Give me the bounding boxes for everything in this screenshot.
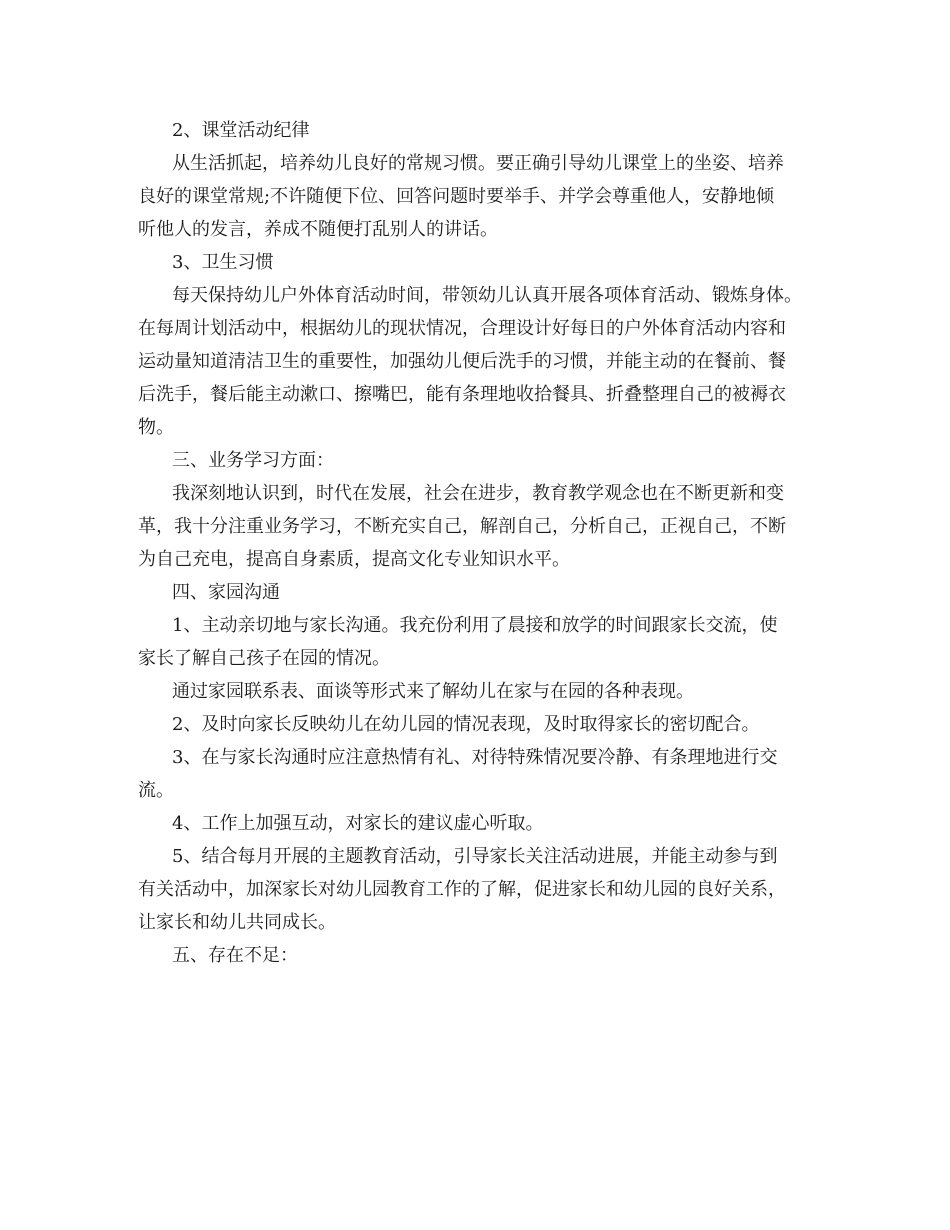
paragraph-line: 听他人的发言，养成不随便打乱别人的讲话。 — [138, 219, 498, 240]
paragraph-line: 5、结合每月开展的主题教育活动，引导家长关注活动进展，并能主动参与到 — [172, 846, 778, 867]
paragraph-line: 在每周计划活动中，根据幼儿的现状情况，合理设计好每日的户外体育活动内容和 — [138, 318, 786, 339]
paragraph-line: 革，我十分注重业务学习，不断充实自己，解剖自己，分析自己，正视自己，不断 — [138, 516, 786, 537]
paragraph-line: 为自己充电，提高自身素质，提高文化专业知识水平。 — [138, 549, 570, 570]
paragraph-line: 1、主动亲切地与家长沟通。我充份利用了晨接和放学的时间跟家长交流，使 — [172, 615, 778, 636]
paragraph-line: 每天保持幼儿户外体育活动时间，带领幼儿认真开展各项体育活动、锻炼身体。 — [172, 285, 802, 306]
section-heading-shortcomings: 五、存在不足： — [172, 945, 298, 966]
paragraph-line: 后洗手，餐后能主动漱口、擦嘴巴，能有条理地收拾餐具、折叠整理自己的被褥衣 — [138, 384, 786, 405]
paragraph-line: 从生活抓起，培养幼儿良好的常规习惯。要正确引导幼儿课堂上的坐姿、培养 — [172, 153, 784, 174]
paragraph-line: 3、在与家长沟通时应注意热情有礼、对待特殊情况要冷静、有条理地进行交 — [172, 747, 778, 768]
section-heading-classroom-discipline: 2、课堂活动纪律 — [172, 120, 310, 141]
paragraph-line: 通过家园联系表、面谈等形式来了解幼儿在家与在园的各种表现。 — [172, 681, 694, 702]
paragraph-line: 有关活动中，加深家长对幼儿园教育工作的了解，促进家长和幼儿园的良好关系， — [138, 879, 786, 900]
section-heading-hygiene: 3、卫生习惯 — [172, 252, 274, 273]
paragraph-line: 良好的课堂常规;不许随便下位、回答问题时要举手、并学会尊重他人，安静地倾 — [138, 186, 775, 207]
paragraph-line: 运动量知道清洁卫生的重要性，加强幼儿便后洗手的习惯，并能主动的在餐前、餐 — [138, 351, 786, 372]
paragraph-line: 家长了解自己孩子在园的情况。 — [138, 648, 390, 669]
paragraph-line: 2、及时向家长反映幼儿在幼儿园的情况表现，及时取得家长的密切配合。 — [172, 714, 760, 735]
section-heading-home-school-communication: 四、家园沟通 — [172, 582, 280, 603]
section-heading-professional-study: 三、业务学习方面： — [172, 450, 334, 471]
paragraph-line: 让家长和幼儿共同成长。 — [138, 912, 336, 933]
paragraph-line: 我深刻地认识到，时代在发展，社会在进步，教育教学观念也在不断更新和变 — [172, 483, 784, 504]
paragraph-line: 4、工作上加强互动，对家长的建议虚心听取。 — [172, 813, 544, 834]
paragraph-line: 物。 — [138, 417, 174, 438]
paragraph-line: 流。 — [138, 780, 174, 801]
